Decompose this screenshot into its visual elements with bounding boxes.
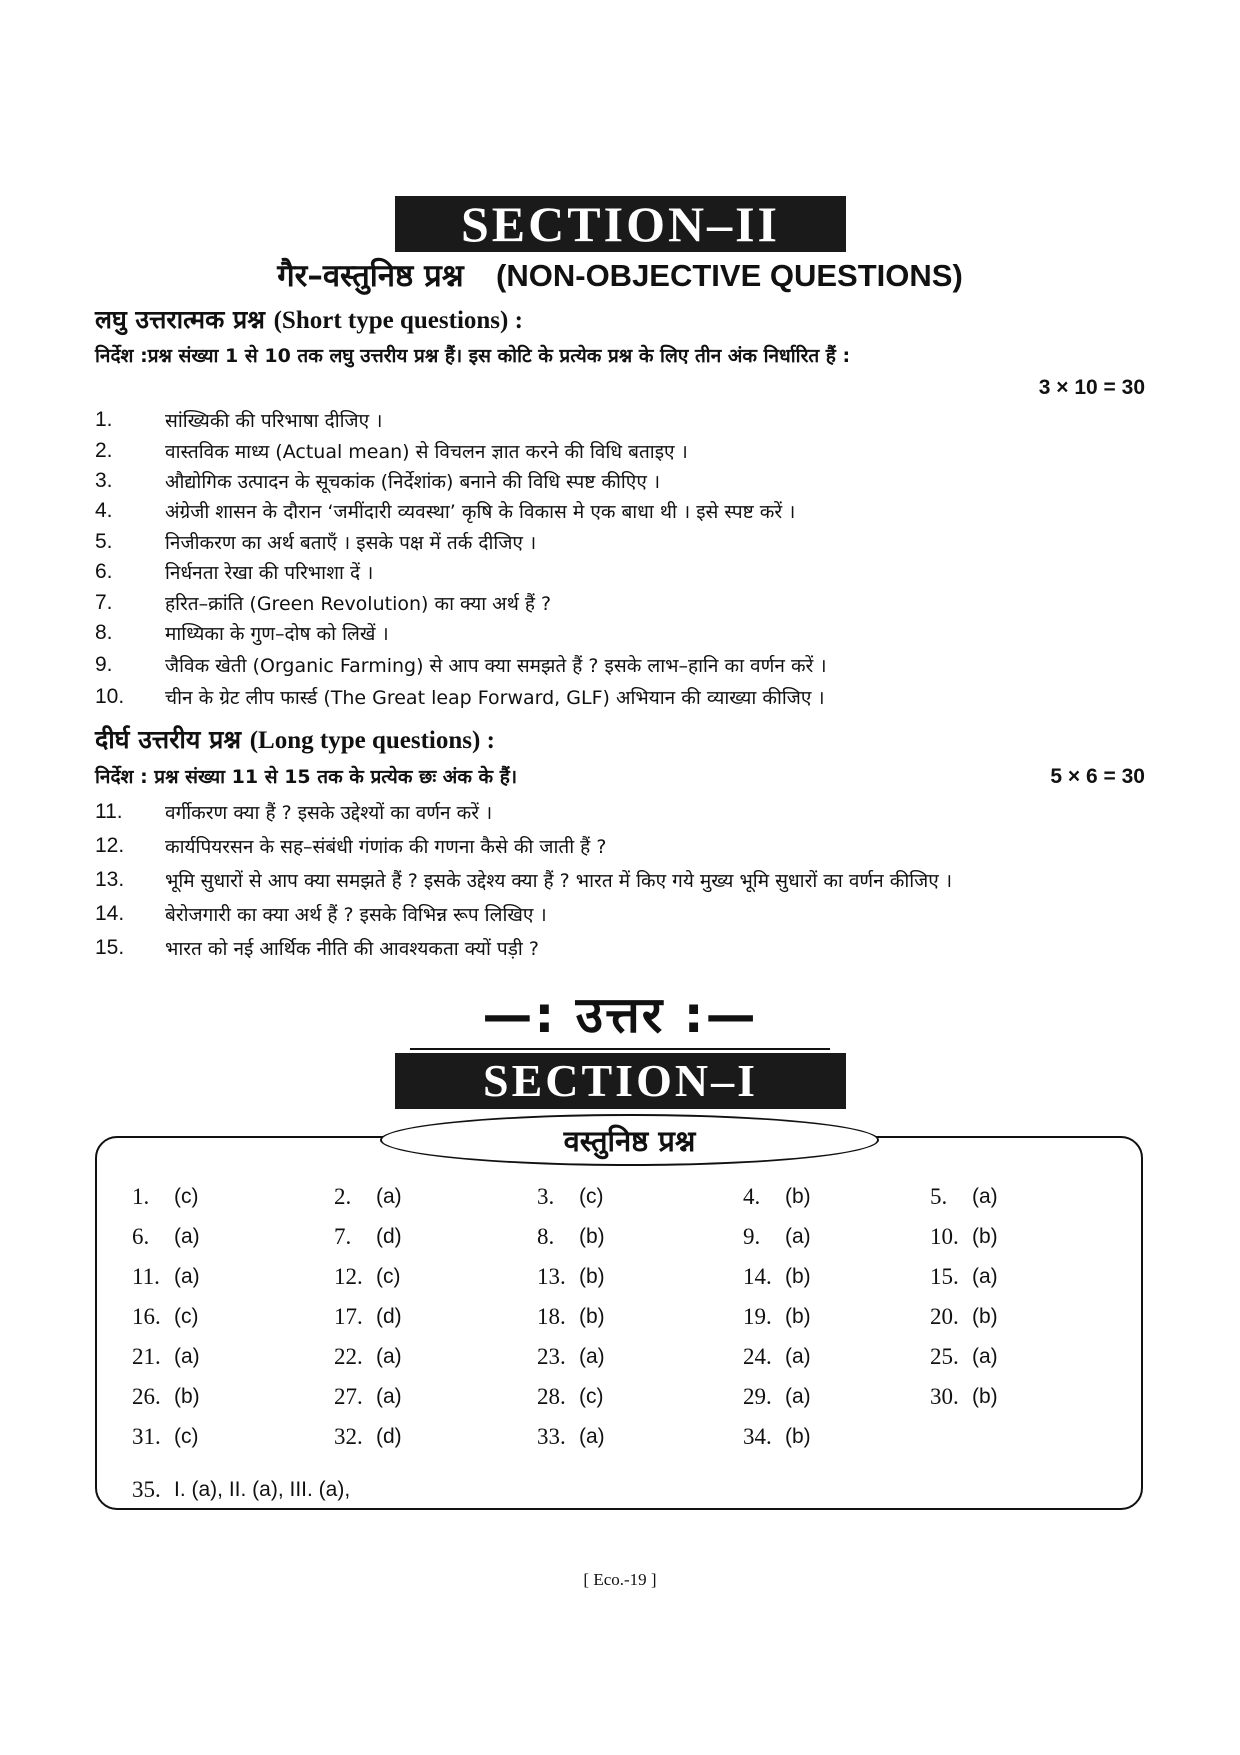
answer-item-23 xyxy=(537,1341,605,1373)
answer-item-31 xyxy=(132,1421,199,1453)
short-questions-heading xyxy=(95,303,523,337)
section-2-banner: SECTION–II xyxy=(395,196,846,252)
answer-item-8 xyxy=(537,1221,605,1253)
question-text: बेरोजगारी का क्या अर्थ हैं ? इसके विभिन्न रूप लिखिए । xyxy=(165,904,547,926)
question-text: भूमि सुधारों से आप क्या समझते हैं ? इसके उद्देश्य क्या हैं ? भारत में किए गये मुख्य भूमि सुधारों का वर्णन कीजिए । xyxy=(165,870,953,892)
answer-value: (a) xyxy=(972,1265,998,1288)
answer-number: 25. xyxy=(930,1344,959,1369)
section-1-banner: SECTION–I xyxy=(395,1053,846,1109)
answer-item-22 xyxy=(334,1341,402,1373)
answer-number: 29. xyxy=(743,1384,772,1409)
answer-item-16 xyxy=(132,1301,199,1333)
answer-number: 21. xyxy=(132,1344,161,1369)
question-item xyxy=(95,435,688,467)
answer-value: (b) xyxy=(785,1425,811,1448)
title-underline xyxy=(410,1048,830,1050)
subtitle-hindi: गैर–वस्तुनिष्ठ प्रश्न xyxy=(277,258,464,294)
answer-item-4 xyxy=(743,1181,811,1213)
question-item xyxy=(95,587,551,619)
question-number: 10. xyxy=(95,685,125,708)
subtitle-english: (NON-OBJECTIVE QUESTIONS) xyxy=(496,258,963,293)
answer-value: (b) xyxy=(785,1305,811,1328)
answer-value: (a) xyxy=(785,1345,811,1368)
answer-value: (a) xyxy=(785,1385,811,1408)
answer-value: (d) xyxy=(376,1425,402,1448)
answer-number: 30. xyxy=(930,1384,959,1409)
answer-number: 28. xyxy=(537,1384,566,1409)
answer-number: 27. xyxy=(334,1384,363,1409)
answer-number: 8. xyxy=(537,1224,555,1249)
answer-item-19 xyxy=(743,1301,811,1333)
answer-item-2 xyxy=(334,1181,402,1213)
question-item xyxy=(95,495,795,527)
long-instruction: निर्देश : प्रश्न संख्या 11 से 15 तक के प्रत्येक छः अंक के हैं। xyxy=(95,766,518,788)
answer-number: 34. xyxy=(743,1424,772,1449)
answer-item-32 xyxy=(334,1421,402,1453)
short-marks: 3 × 10 = 30 xyxy=(1038,376,1145,399)
answer-item-17 xyxy=(334,1301,402,1333)
answer-number: 4. xyxy=(743,1184,761,1209)
answer-value: (a) xyxy=(579,1345,605,1368)
question-number: 1. xyxy=(95,408,113,431)
question-number: 6. xyxy=(95,560,113,583)
question-number: 13. xyxy=(95,868,125,891)
answer-number: 17. xyxy=(334,1304,363,1329)
long-marks: 5 × 6 = 30 xyxy=(1050,765,1145,788)
answer-item-27 xyxy=(334,1381,402,1413)
answer-item-21 xyxy=(132,1341,200,1373)
question-item xyxy=(95,617,389,649)
answer-value: (c) xyxy=(174,1305,199,1328)
answer-value: (b) xyxy=(785,1185,811,1208)
answer-item-14 xyxy=(743,1261,811,1293)
question-item xyxy=(95,556,373,588)
answer-number: 1. xyxy=(132,1184,150,1209)
answer-number: 5. xyxy=(930,1184,948,1209)
answer-item-29 xyxy=(743,1381,811,1413)
answer-value: (c) xyxy=(579,1185,604,1208)
question-item xyxy=(95,796,492,828)
long-heading-hindi: दीर्घ उत्तरीय प्रश्न xyxy=(95,725,242,754)
answer-value: (a) xyxy=(376,1345,402,1368)
question-text: वास्तविक माध्य (Actual mean) से विचलन ज्ञात करने की विधि बताइए । xyxy=(165,441,688,463)
answers-title: —: उत्तर :— xyxy=(482,986,758,1044)
answer-value: (a) xyxy=(972,1345,998,1368)
answer-number: 9. xyxy=(743,1224,761,1249)
answer-item-24 xyxy=(743,1341,811,1373)
answer-item-26 xyxy=(132,1381,200,1413)
answer-value: (b) xyxy=(972,1385,998,1408)
question-number: 9. xyxy=(95,653,113,676)
long-heading-english: (Long type questions) : xyxy=(249,727,495,754)
question-text: चीन के ग्रेट लीप फार्स्ड (The Great leap Forward, GLF) अभियान की व्याख्या कीजिए । xyxy=(165,687,825,709)
question-text: औद्योगिक उत्पादन के सूचकांक (निर्देशांक) बनाने की विधि स्पष्ट कीएिए । xyxy=(165,471,661,493)
question-number: 11. xyxy=(95,800,123,823)
answer-number: 20. xyxy=(930,1304,959,1329)
question-text: हरित–क्रांति (Green Revolution) का क्या अर्थ हैं ? xyxy=(165,593,552,615)
question-item xyxy=(95,649,827,681)
answer-number: 7. xyxy=(334,1224,352,1249)
question-text: कार्यपियरसन के सह–संबंधी गंणांक की गणना कैसे की जाती हैं ? xyxy=(165,836,607,858)
answer-value: (a) xyxy=(376,1385,402,1408)
question-number: 3. xyxy=(95,469,113,492)
question-text: अंग्रेजी शासन के दौरान ‘जमींदारी व्यवस्था’ कृषि के विकास मे एक बाधा थी । इसे स्पष्ट करें । xyxy=(165,501,796,523)
answer-value: (d) xyxy=(376,1225,402,1248)
question-text: निर्धनता रेखा की परिभाशा दें । xyxy=(165,562,374,584)
answer-value: (a) xyxy=(174,1265,200,1288)
answer-value: (b) xyxy=(174,1385,200,1408)
short-instruction: निर्देश :प्रश्न संख्या 1 से 10 तक लघु उत्तरीय प्रश्न हैं। इस कोटि के प्रत्येक प्रश्न के लिए तीन अंक निर्धारित हैं : xyxy=(95,345,851,367)
answer-value: (c) xyxy=(376,1265,401,1288)
objective-questions-oval xyxy=(380,1114,879,1166)
question-item xyxy=(95,932,539,964)
question-item xyxy=(95,404,382,436)
question-number: 14. xyxy=(95,902,125,925)
answer-value: (d) xyxy=(376,1305,402,1328)
answer-number: 10. xyxy=(930,1224,959,1249)
answer-number: 33. xyxy=(537,1424,566,1449)
question-item xyxy=(95,898,547,930)
section-subtitle xyxy=(60,256,1180,296)
question-item xyxy=(95,830,606,862)
oval-label: वस्तुनिष्ठ प्रश्न xyxy=(563,1123,696,1158)
question-text: निजीकरण का अर्थ बताएँ । इसके पक्ष में तर्क दीजिए । xyxy=(165,532,537,554)
answer-value: (a) xyxy=(376,1185,402,1208)
answer-value: (b) xyxy=(972,1305,998,1328)
answer-item-13 xyxy=(537,1261,605,1293)
answer-item-1 xyxy=(132,1181,199,1213)
answer-item-6 xyxy=(132,1221,200,1253)
question-text: वर्गीकरण क्या हैं ? इसके उद्देश्यों का वर्णन करें । xyxy=(165,802,493,824)
answer-number: 19. xyxy=(743,1304,772,1329)
answer-item-28 xyxy=(537,1381,604,1413)
answer-number: 11. xyxy=(132,1264,160,1289)
answer-value: (c) xyxy=(579,1385,604,1408)
answer-number: 23. xyxy=(537,1344,566,1369)
answer-number: 16. xyxy=(132,1304,161,1329)
answer-value: (b) xyxy=(972,1225,998,1248)
answer-item-15 xyxy=(930,1261,998,1293)
answer-number: 13. xyxy=(537,1264,566,1289)
answer-value: (a) xyxy=(174,1225,200,1248)
answer-value: I. (a), II. (a), III. (a), xyxy=(174,1478,351,1501)
answer-number: 3. xyxy=(537,1184,555,1209)
question-text: माध्यिका के गुण–दोष को लिखें । xyxy=(165,623,389,645)
answer-number: 15. xyxy=(930,1264,959,1289)
answer-number: 14. xyxy=(743,1264,772,1289)
question-item xyxy=(95,681,825,713)
answer-value: (a) xyxy=(174,1345,200,1368)
answer-number: 12. xyxy=(334,1264,363,1289)
answer-item-34 xyxy=(743,1421,811,1453)
question-number: 15. xyxy=(95,936,125,959)
answer-item-7 xyxy=(334,1221,402,1253)
answer-number: 6. xyxy=(132,1224,150,1249)
answer-item-12 xyxy=(334,1261,401,1293)
answer-item-33 xyxy=(537,1421,605,1453)
answer-item-5 xyxy=(930,1181,998,1213)
answer-value: (c) xyxy=(174,1425,199,1448)
answer-number: 26. xyxy=(132,1384,161,1409)
answer-value: (b) xyxy=(579,1225,605,1248)
answer-number: 22. xyxy=(334,1344,363,1369)
answer-item-25 xyxy=(930,1341,998,1373)
answer-number: 31. xyxy=(132,1424,161,1449)
answer-value: (b) xyxy=(579,1305,605,1328)
answer-item-35 xyxy=(132,1474,350,1506)
answer-item-11 xyxy=(132,1261,200,1293)
question-text: सांख्यिकी की परिभाषा दीजिए । xyxy=(165,410,383,432)
answer-value: (b) xyxy=(785,1265,811,1288)
answer-item-30 xyxy=(930,1381,998,1413)
answer-item-20 xyxy=(930,1301,998,1333)
answer-item-10 xyxy=(930,1221,998,1253)
answer-number: 24. xyxy=(743,1344,772,1369)
question-number: 8. xyxy=(95,621,113,644)
answer-item-3 xyxy=(537,1181,604,1213)
answer-item-18 xyxy=(537,1301,605,1333)
question-item xyxy=(95,526,536,558)
answer-number: 18. xyxy=(537,1304,566,1329)
answer-number: 2. xyxy=(334,1184,352,1209)
answer-value: (a) xyxy=(579,1425,605,1448)
question-number: 7. xyxy=(95,591,113,614)
short-heading-english: (Short type questions) : xyxy=(273,307,523,334)
page-footer: [ Eco.-19 ] xyxy=(583,1570,657,1589)
answer-value: (a) xyxy=(972,1185,998,1208)
question-item xyxy=(95,864,952,896)
long-questions-heading xyxy=(95,723,495,757)
short-heading-hindi: लघु उत्तरात्मक प्रश्न xyxy=(95,305,265,334)
question-number: 2. xyxy=(95,439,113,462)
answer-number: 35. xyxy=(132,1477,161,1502)
answer-value: (c) xyxy=(174,1185,199,1208)
question-number: 12. xyxy=(95,834,125,857)
question-number: 5. xyxy=(95,530,113,553)
answer-number: 32. xyxy=(334,1424,363,1449)
answer-item-9 xyxy=(743,1221,811,1253)
answer-value: (a) xyxy=(785,1225,811,1248)
question-number: 4. xyxy=(95,499,113,522)
question-text: जैविक खेती (Organic Farming) से आप क्या समझते हैं ? इसके लाभ–हानि का वर्णन करें । xyxy=(165,655,827,677)
question-text: भारत को नई आर्थिक नीति की आवश्यकता क्यों पड़ी ? xyxy=(165,938,539,960)
question-item xyxy=(95,465,660,497)
answer-value: (b) xyxy=(579,1265,605,1288)
